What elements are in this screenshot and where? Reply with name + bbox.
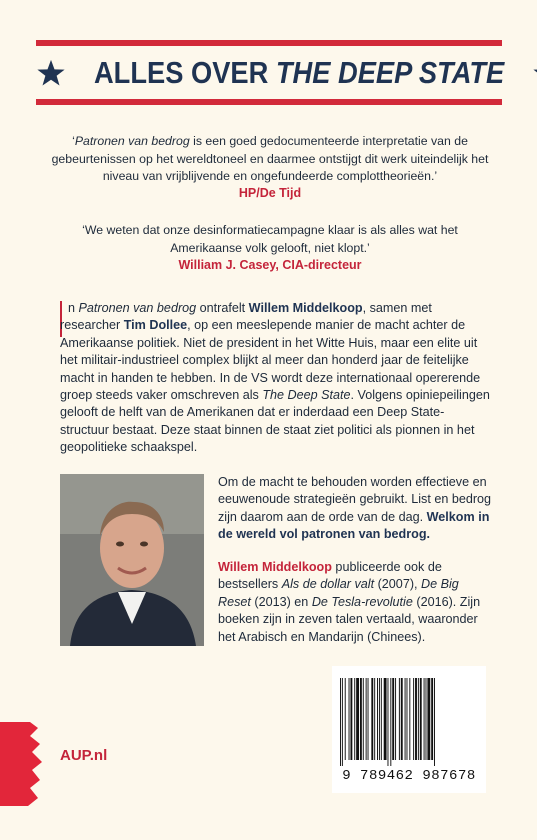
review-attribution-1: HP/De Tijd bbox=[238, 186, 302, 200]
blurb-continued: Om de macht te behouden worden effectieve en eeuwenoude strategieën gebruikt. List en bedrog zijn daarom aan de orde van de dag. Welkom in de wereld vol patronen van bedrog. bbox=[218, 475, 492, 542]
bottom-red-rule bbox=[36, 99, 502, 105]
isbn-barcode bbox=[332, 666, 486, 793]
star-icon bbox=[36, 58, 66, 88]
publisher-url: AUP.nl bbox=[60, 747, 108, 764]
title-banner bbox=[36, 49, 505, 97]
isbn-number: 9 789462 987678 bbox=[342, 768, 476, 784]
review-quote-1: ‘Patronen van bedrog is een goed gedocumenteerde interpretatie van de gebeurtenissen op het wereldtoneel en daarmee ontstijgt dit werk uiteindelijk het niveau van vrijblijvende en ongefundeerde complottheorieën.’ bbox=[51, 134, 489, 183]
blurb-paragraph: n Patronen van bedrog ontrafelt Willem Middelkoop, samen met researcher Tim Dollee, op een meeslepende manier de macht achter de Amerikaanse politiek. Niet de president in het Witte Huis, maar een elite uit het militair-industrieel complex blijkt al meer dan honderd jaar de feitelijke macht in handen te hebben. In de VS wordt deze internationaal opererende groep steeds vaker omschreven als The Deep State. Volgens opiniepeilingen gelooft de helft van de Amerikanen dat er inderdaad een Deep State-structuur bestaat. Deze staat binnen de staat ziet politici als pionnen in het geopolitieke schaakspel. bbox=[60, 301, 490, 455]
top-red-rule bbox=[36, 40, 502, 46]
author-bio: Willem Middelkoop publiceerde ook de bestsellers Als de dollar valt (2007), De Big Reset (2013) en De Tesla-revolutie (2016). Zijn boeken zijn in zeven talen vertaald, waaronder het Arabisch en Mandarijn (Chinees). bbox=[218, 560, 481, 644]
review-quote-2: ‘We weten dat onze desinformatiecampagne klaar is als alles wat het Amerikaanse volk gelooft, niet klopt.’ bbox=[82, 223, 458, 255]
review-attribution-2: William J. Casey, CIA-directeur bbox=[178, 258, 362, 272]
red-torn-edge bbox=[0, 722, 44, 806]
cover-title: ALLES OVER THE DEEP STATE bbox=[93, 55, 505, 90]
barcode-bars bbox=[338, 678, 480, 766]
star-icon bbox=[532, 58, 537, 88]
author-photo bbox=[60, 474, 204, 646]
